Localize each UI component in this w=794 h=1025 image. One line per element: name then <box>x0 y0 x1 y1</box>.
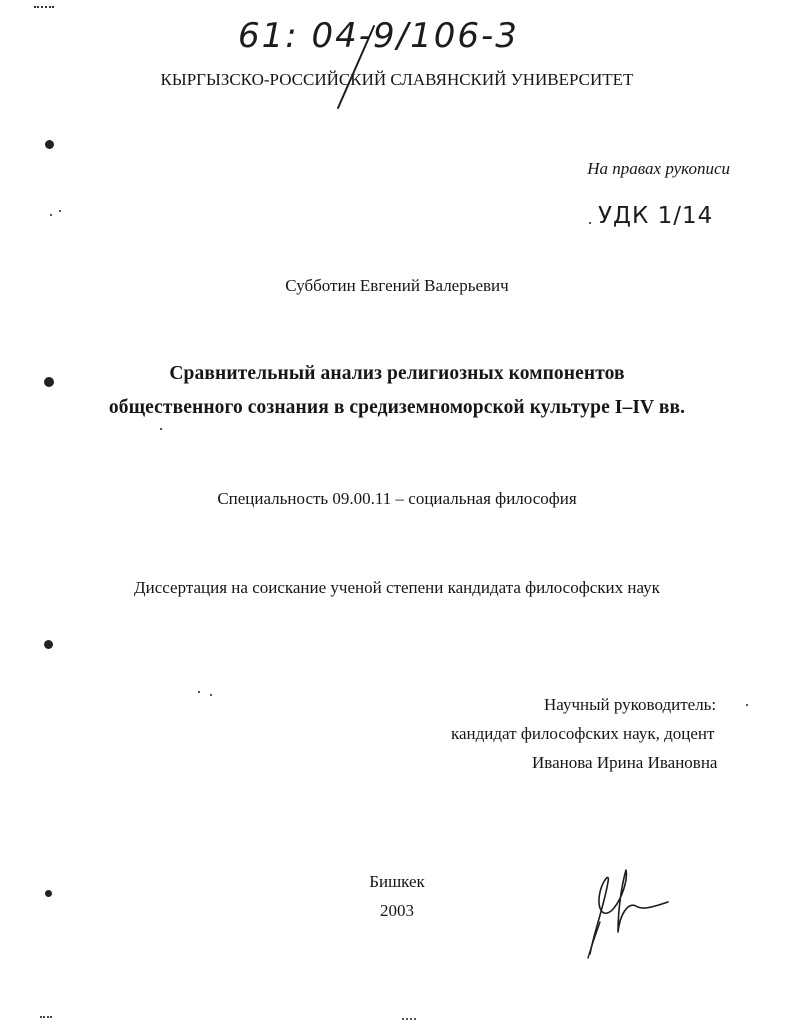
archive-code-handwritten: 61: 04-9/106-3 <box>238 16 519 56</box>
specialty-line: Специальность 09.00.11 – социальная философия <box>217 489 577 508</box>
punch-hole-mark <box>44 640 53 649</box>
scan-speck <box>50 214 52 216</box>
supervisor-signature <box>570 862 680 962</box>
scan-speck <box>210 694 212 696</box>
scan-speck <box>589 222 591 224</box>
scan-artifact-bottom <box>40 1016 52 1020</box>
punch-hole-mark <box>45 140 54 149</box>
author-name: Субботин Евгений Валерьевич <box>285 276 509 295</box>
supervisor-rank: кандидат философских наук, доцент <box>451 724 715 743</box>
handwritten-slash-stroke <box>330 22 380 112</box>
udk-handwritten: УДК 1/14 <box>598 203 714 229</box>
scan-artifact-top-left <box>34 6 54 11</box>
supervisor-name: Иванова Ирина Ивановна <box>532 753 718 772</box>
scan-speck <box>198 691 200 693</box>
university-name: КЫРГЫЗСКО-РОССИЙСКИЙ СЛАВЯНСКИЙ УНИВЕРСИТЕТ <box>160 70 634 89</box>
scan-speck <box>59 210 61 212</box>
city: Бишкек <box>369 872 425 891</box>
dissertation-title-line-2: общественного сознания в средиземноморской культуре I–IV вв. <box>108 397 686 418</box>
dissertation-title-line-1: Сравнительный анализ религиозных компонентов <box>169 363 625 384</box>
scan-artifact-bottom <box>402 1018 416 1022</box>
supervisor-heading: Научный руководитель: <box>544 695 717 714</box>
rights-note: На правах рукописи <box>587 159 730 178</box>
degree-line: Диссертация на соискание ученой степени кандидата философских наук <box>134 578 660 597</box>
scan-speck <box>746 704 748 706</box>
year: 2003 <box>380 901 414 920</box>
scan-speck <box>160 428 162 430</box>
